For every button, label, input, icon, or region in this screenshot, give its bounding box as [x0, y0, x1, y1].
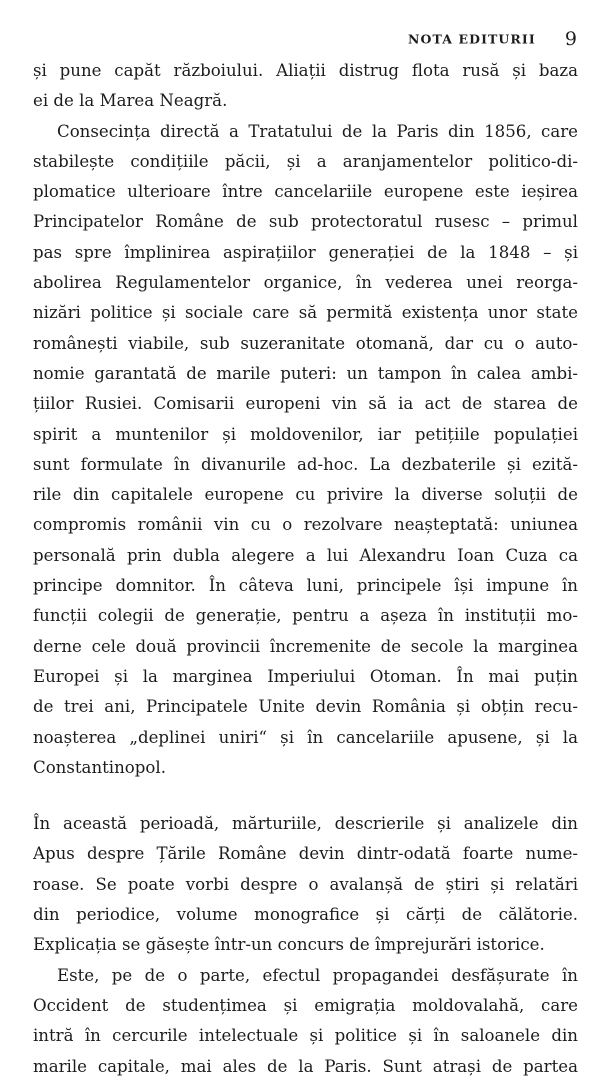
text-line: plomatice ulterioare între cancelariile europene este ieșirea: [33, 182, 578, 202]
text-line: funcții colegii de generație, pentru a așeza în instituții mo-: [33, 606, 578, 626]
text-line: sunt formulate în divanurile ad-hoc. La dezbaterile și ezită-: [33, 454, 578, 474]
text-line: noașterea „deplinei uniri“ și în cancelariile apusene, și la: [33, 727, 578, 747]
paragraph-treaty-of-paris: [33, 117, 578, 784]
text-line: marile capitale, mai ales de la Paris. Sunt atrași de partea: [33, 1056, 578, 1076]
text-line: Consecința directă a Tratatului de la Paris din 1856, care: [57, 121, 578, 141]
text-line: nomie garantată de marile puteri: un tampon în calea ambi-: [33, 363, 578, 383]
text-line: În această perioadă, mărturiile, descrierile și analizele din: [33, 814, 578, 834]
text-line: stabilește condițiile păcii, și a aranjamentelor politico-di-: [33, 151, 578, 171]
text-line: Apus despre Țările Române devin dintr-odată foarte nume-: [33, 844, 578, 864]
text-line: Constantinopol.: [33, 757, 166, 777]
text-line: ei de la Marea Neagră.: [33, 91, 228, 111]
text-line: din periodice, volume monografice și cărți de călătorie.: [33, 905, 578, 925]
text-line: țiilor Rusiei. Comisarii europeni vin să ia act de starea de: [33, 394, 578, 414]
section-break: [33, 783, 578, 809]
text-line: nizări politice și sociale care să permită existența unor state: [33, 303, 578, 323]
text-line: rile din capitalele europene cu privire la diverse soluții de: [33, 485, 578, 505]
page-number: 9: [564, 28, 577, 50]
text-line: compromis românii vin cu o rezolvare neașteptată: uniunea: [33, 515, 578, 535]
running-header: [30, 28, 577, 50]
text-column: [33, 56, 578, 1082]
text-line: personală prin dubla alegere a lui Alexandru Ioan Cuza ca: [33, 545, 578, 565]
text-line: de trei ani, Principatele Unite devin România și obțin recu-: [33, 697, 578, 717]
running-title: NOTA EDITURII: [408, 31, 536, 47]
text-line: Europei și la marginea Imperiului Otoman. În mai puțin: [33, 666, 578, 686]
text-line: abolirea Regulamentelor organice, în vederea unei reorga-: [33, 273, 578, 293]
text-line: spirit a muntenilor și moldovenilor, iar petițiile populației: [33, 424, 578, 444]
paragraph-continuation: [33, 56, 578, 117]
text-line: roase. Se poate vorbi despre o avalanșă de știri și relatări: [33, 874, 578, 894]
text-line: Explicația se găsește într-un concurs de împrejurări istorice.: [33, 935, 545, 955]
text-line: Este, pe de o parte, efectul propagandei desfășurate în: [57, 965, 578, 985]
text-line: și pune capăt războiului. Aliații distrug flota rusă și baza: [33, 61, 578, 80]
text-line: principe domnitor. În câteva luni, principele își impune în: [33, 576, 578, 596]
paragraph-testimonies: [33, 809, 578, 960]
text-line: românești viabile, sub suzeranitate otomană, dar cu o auto-: [33, 333, 578, 353]
text-line: Principatelor Române de sub protectoratul rusesc – primul: [33, 212, 578, 232]
text-line: intră în cercurile intelectuale și politice și în saloanele din: [33, 1026, 578, 1046]
text-line: pas spre împlinirea aspirațiilor generației de la 1848 – și: [33, 242, 578, 262]
paragraph-propaganda: [33, 961, 578, 1082]
text-line: derne cele două provincii încremenite de secole la marginea: [33, 636, 578, 656]
text-line: Occident de studențimea și emigrația moldovalahă, care: [33, 995, 578, 1015]
